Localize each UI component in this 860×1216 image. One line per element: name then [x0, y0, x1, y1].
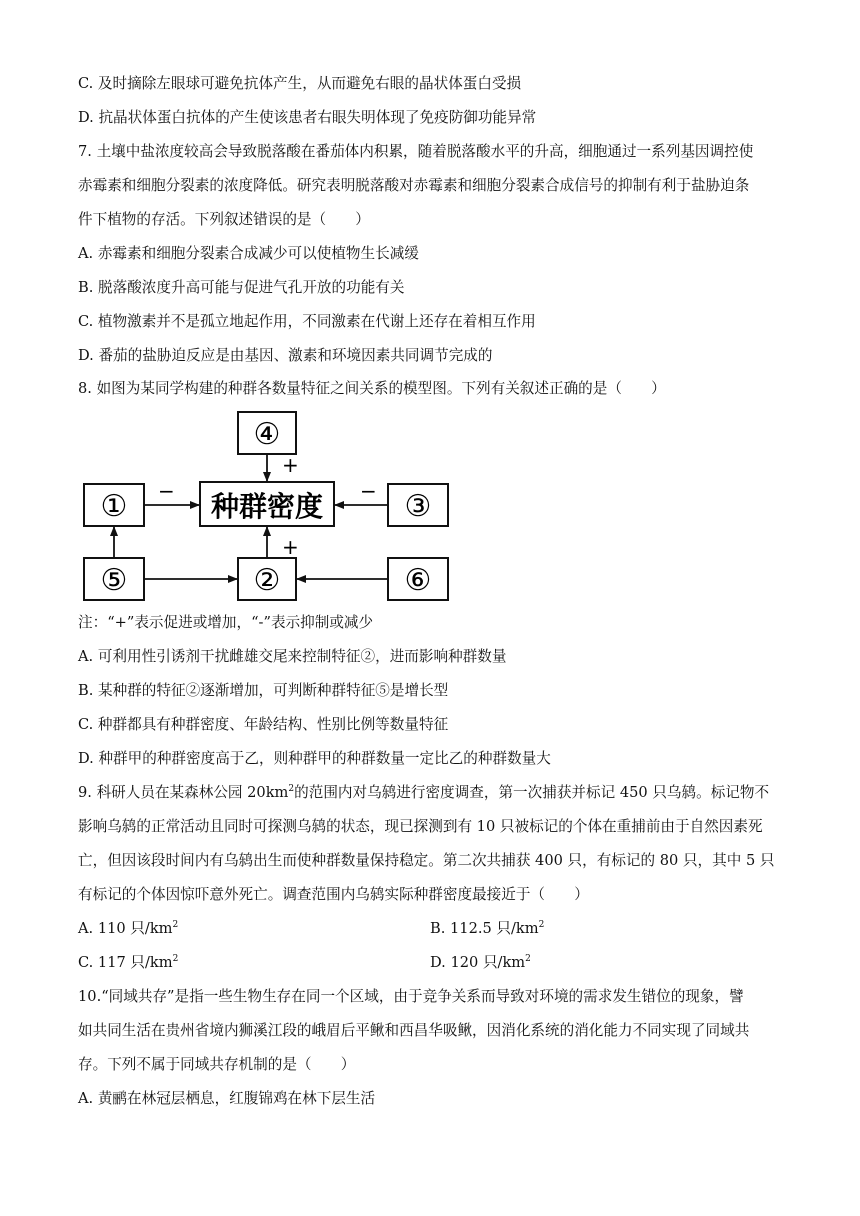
q7-stem-line2: 赤霉素和细胞分裂素的浓度降低。研究表明脱落酸对赤霉素和细胞分裂素合成信号的抑制有利于盐胁迫条	[78, 177, 750, 194]
q9-option-a-sup: 2	[172, 920, 179, 930]
q9-option-c-text: C. 117 只/km	[78, 954, 173, 971]
q6-option-c: C. 及时摘除左眼球可避免抗体产生，从而避免右眼的晶状体蛋白受损	[78, 75, 522, 92]
minus-sign-right: −	[360, 479, 377, 503]
q7-stem-line1: 7. 土壤中盐浓度较高会导致脱落酸在番茄体内积累，随着脱落酸水平的升高，细胞通过一系列基因调控使	[78, 143, 754, 160]
q7-option-a: A. 赤霉素和细胞分裂素合成减少可以使植物生长减缓	[78, 245, 419, 262]
q9-stem-line1	[78, 783, 786, 803]
q10-option-a: A. 黄鹂在林冠层栖息，红腹锦鸡在林下层生活	[78, 1090, 376, 1107]
q7-option-b: B. 脱落酸浓度升高可能与促进气孔开放的功能有关	[78, 279, 405, 296]
q7-stem-line3: 件下植物的存活。下列叙述错误的是（ ）	[78, 211, 370, 228]
q10-stem-line1: 10.“同域共存”是指一些生物生存在同一个区域，由于竞争关系而导致对环境的需求发生错位的现象，譬	[78, 988, 744, 1005]
minus-sign-left: −	[158, 479, 175, 503]
box-3-label: ③	[404, 489, 432, 524]
box-1-label: ①	[100, 489, 128, 524]
plus-sign-bottom: +	[282, 535, 299, 559]
q9-option-d-sup: 2	[525, 954, 531, 964]
q9-option-d-text: D. 120 只/km	[430, 954, 526, 971]
q9-option-b	[430, 919, 544, 939]
q9-stem-line3: 亡，但因该段时间内有乌鸫出生而使种群数量保持稳定。第二次共捕获 400 只，有标记的 80 只，其中 5 只	[78, 852, 775, 869]
center-label: 种群密度	[210, 490, 324, 523]
q9-option-d	[430, 953, 531, 973]
box-4-label: ④	[253, 417, 281, 452]
q8-option-c: C. 种群都具有种群密度、年龄结构、性别比例等数量特征	[78, 716, 449, 733]
q9-stem-sup: 2	[288, 784, 295, 794]
box-2-label: ②	[253, 563, 281, 598]
q9-stem-line2: 影响乌鸫的正常活动且同时可探测乌鸫的状态，现已探测到有 10 只被标记的个体在重捕前由于自然因素死	[78, 818, 763, 835]
q9-stem-part-b: 的范围内对乌鸫进行密度调查，第一次捕获并标记 450 只乌鸫。标记物不	[294, 784, 770, 801]
q6-option-d: D. 抗晶状体蛋白抗体的产生使该患者右眼失明体现了免疫防御功能异常	[78, 109, 537, 126]
q8-note: 注：“+”表示促进或增加，“-”表示抑制或减少	[78, 614, 374, 631]
q9-option-c-sup: 2	[172, 954, 179, 964]
q8-option-a: A. 可利用性引诱剂干扰雌雄交尾来控制特征②，进而影响种群数量	[78, 648, 507, 665]
q9-option-b-text: B. 112.5 只/km	[430, 920, 539, 937]
q8-option-b: B. 某种群的特征②逐渐增加，可判断种群特征⑤是增长型	[78, 682, 449, 699]
q9-stem-part-a: 9. 科研人员在某森林公园 20km	[78, 784, 289, 801]
box-5-label: ⑤	[100, 563, 128, 598]
q8-option-d: D. 种群甲的种群密度高于乙，则种群甲的种群数量一定比乙的种群数量大	[78, 750, 551, 767]
population-model-diagram	[80, 410, 450, 606]
q9-stem-line4: 有标记的个体因惊吓意外死亡。调查范围内乌鸫实际种群密度最接近于（ ）	[78, 886, 589, 903]
q10-stem-line2: 如共同生活在贵州省境内狮溪江段的峨眉后平鳅和西昌华吸鳅，因消化系统的消化能力不同实现了同域共	[78, 1022, 750, 1039]
q8-stem: 8. 如图为某同学构建的种群各数量特征之间关系的模型图。下列有关叙述正确的是（ ）	[78, 380, 666, 397]
q7-option-c: C. 植物激素并不是孤立地起作用，不同激素在代谢上还存在着相互作用	[78, 313, 536, 330]
plus-sign-top: +	[282, 453, 299, 477]
q9-option-b-sup: 2	[538, 920, 545, 930]
q7-option-d: D. 番茄的盐胁迫反应是由基因、激素和环境因素共同调节完成的	[78, 347, 493, 364]
q9-option-a-text: A. 110 只/km	[78, 920, 173, 937]
box-6-label: ⑥	[404, 563, 432, 598]
q10-stem-line3: 存。下列不属于同域共存机制的是（ ）	[78, 1056, 356, 1073]
